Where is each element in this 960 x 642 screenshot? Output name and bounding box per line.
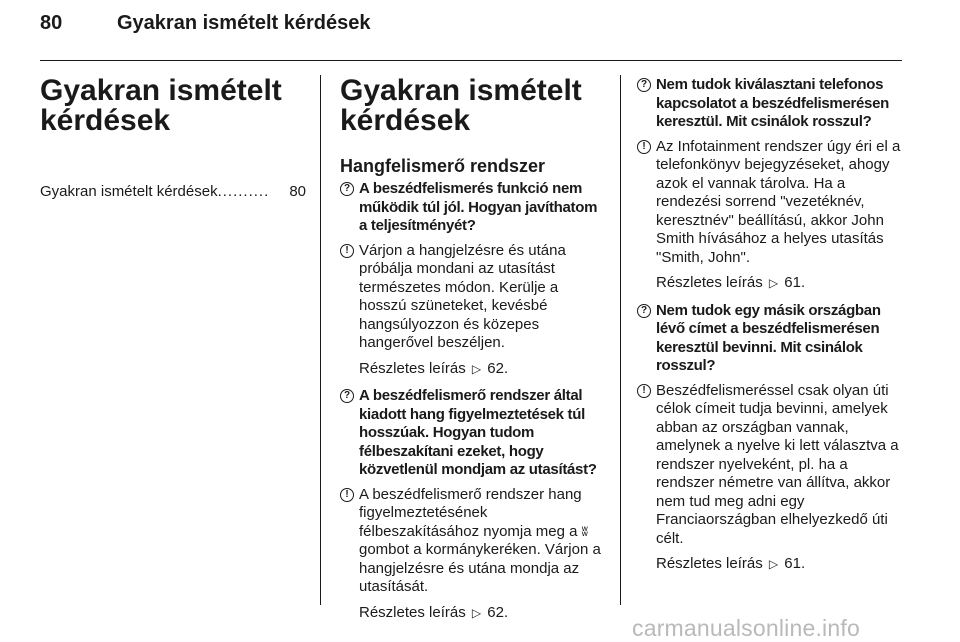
- question-icon: ?: [637, 304, 651, 318]
- faq-question: A beszédfelismerés funkció nem működik túl jól. Hogyan javíthatom a teljesítményét?: [359, 180, 598, 234]
- cross-reference[interactable]: [359, 360, 606, 379]
- toc-entry-text: Gyakran ismételt kérdések: [40, 183, 218, 200]
- running-title: Gyakran ismételt kérdések: [117, 12, 371, 34]
- faq-item: [340, 387, 606, 622]
- page-header: [40, 12, 902, 52]
- chapter-toc-column: [40, 76, 306, 200]
- reference-arrow-icon: ▷: [471, 361, 482, 376]
- faq-answer-part: gombot a kormánykeréken. Várjon a hangjelzésre és utána mondja az utasítását.: [359, 541, 601, 595]
- faq-question: Nem tudok egy másik országban lévő címet a beszédfelismerésen keresztül bevinni. Mit csinálok rosszul?: [656, 301, 881, 374]
- faq-item: [637, 302, 903, 574]
- answer-icon: !: [637, 384, 651, 398]
- cross-reference[interactable]: [656, 274, 903, 293]
- reference-text: Részletes leírás: [656, 555, 763, 572]
- faq-question: A beszédfelismerő rendszer által kiadott hang figyelmeztetések túl hosszúak. Hogyan tudom félbeszakítani ezeket, hogy közvetlenül mondjam az utasítást?: [359, 387, 597, 478]
- toc-entry[interactable]: [40, 183, 306, 200]
- reference-arrow-icon: ▷: [768, 276, 779, 290]
- section-title: Gyakran ismételt kérdések: [340, 74, 582, 137]
- reference-page: 62.: [487, 603, 509, 621]
- faq-answer: Az Infotainment rendszer úgy éri el a telefonkönyv bejegyzéseket, ahogy azok el vannak tárolva. Ha a rendezési sorrend "vezetéknév, keresztnév" beállítású, akkor John Smith hívásához a helyes utasítás "Smith, John".: [656, 137, 901, 266]
- answer-icon: !: [340, 488, 354, 502]
- header-divider: [40, 60, 902, 61]
- reference-arrow-icon: ▷: [768, 557, 779, 571]
- toc-leader: ..........: [217, 183, 270, 200]
- answer-icon: !: [340, 244, 354, 258]
- faq-question: Nem tudok kiválasztani telefonos kapcsolatot a beszédfelismerésen keresztül. Mit csinálok rosszul?: [656, 76, 890, 130]
- faq-item: [637, 76, 903, 293]
- column-divider: [620, 75, 621, 605]
- faq-column-3: [637, 76, 903, 583]
- faq-answer: Várjon a hangjelzésre és utána próbálja mondani az utasítást természetes módon. Kerülje a hosszú szüneteket, kevésbé hangsúlyozzon és közepes hangerővel beszéljen.: [359, 241, 566, 351]
- reference-arrow-icon: ▷: [471, 605, 482, 620]
- question-icon: ?: [637, 78, 651, 92]
- section-subheading: Hangfelismerő rendszer: [340, 156, 546, 176]
- reference-page: 61.: [784, 274, 806, 291]
- reference-text: Részletes leírás: [656, 274, 763, 291]
- reference-page: 61.: [784, 555, 806, 572]
- faq-answer: [359, 486, 606, 597]
- reference-text: Részletes leírás: [359, 603, 466, 621]
- cross-reference[interactable]: [359, 604, 606, 623]
- chapter-title: Gyakran ismételt kérdések: [40, 74, 282, 137]
- toc-entry-page: 80: [289, 183, 306, 200]
- faq-answer-part: A beszédfelismerő rendszer hang figyelmeztetésének félbeszakításához nyomja meg a: [359, 485, 582, 540]
- question-icon: ?: [340, 182, 354, 196]
- faq-column-2: [340, 76, 606, 631]
- reference-text: Részletes leírás: [359, 359, 466, 377]
- column-divider: [320, 75, 321, 605]
- cross-reference[interactable]: [656, 555, 903, 574]
- question-icon: ?: [340, 389, 354, 403]
- faq-item: [340, 180, 606, 378]
- voice-button-icon: ʬ: [581, 523, 588, 539]
- page-number: 80: [40, 12, 63, 34]
- faq-answer: Beszédfelismeréssel csak olyan úti célok címeit tudja bevinni, amelyek abban az országban vannak, amelynek a nyelve ki lett választva a rendszer nyelveként, pl. ha a rendszer németre van állítva, akkor nem tud meg adni egy Franciaországban elhelyezkedő úti célt.: [656, 381, 899, 547]
- watermark: carmanualsonline.info: [632, 615, 860, 641]
- reference-page: 62.: [487, 359, 509, 377]
- answer-icon: !: [637, 140, 651, 154]
